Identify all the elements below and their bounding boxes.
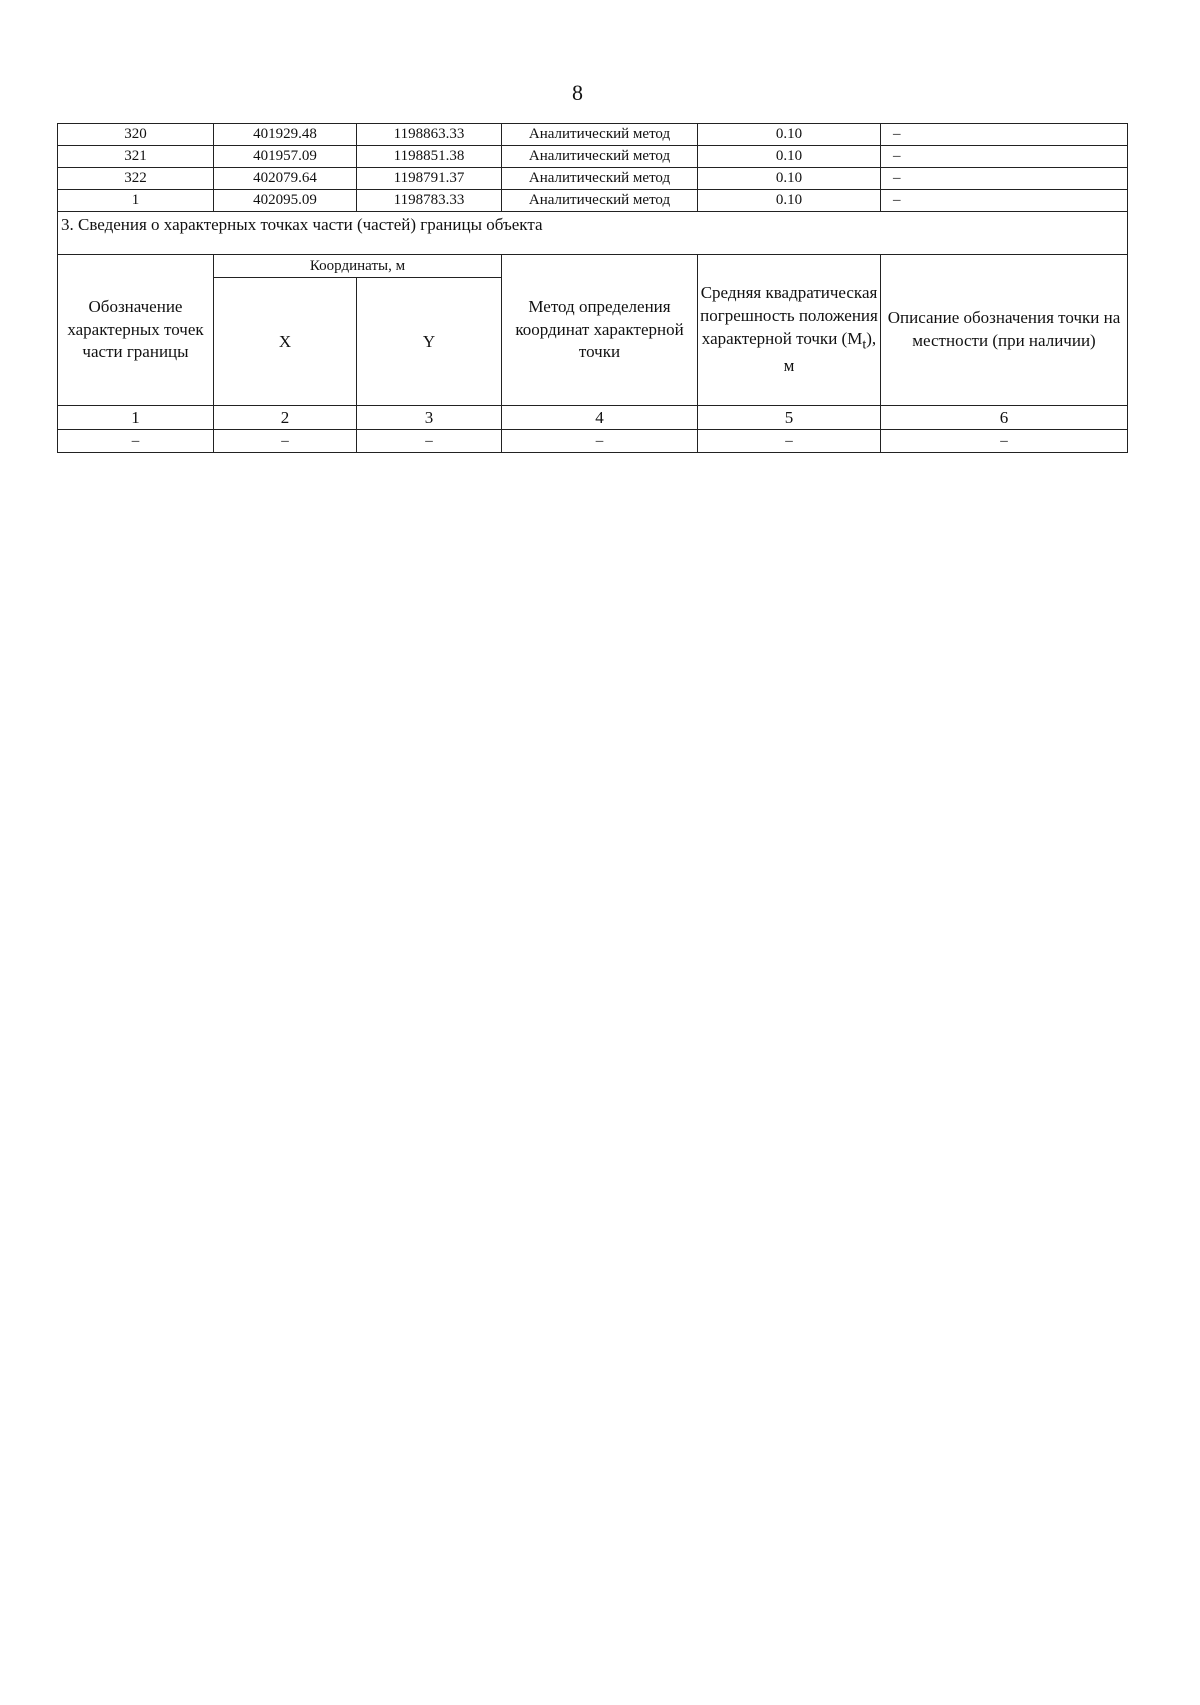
description-cell: – [881,168,1128,190]
column-number: 2 [214,406,357,430]
column-number: 3 [357,406,502,430]
coordinates-table [57,123,1128,453]
column-number: 4 [502,406,698,430]
table-row [58,124,1128,146]
error-cell: 0.10 [698,190,881,212]
column-number: 5 [698,406,881,430]
description-cell: – [881,124,1128,146]
error-cell: 0.10 [698,124,881,146]
empty-cell: – [698,430,881,453]
error-cell: 0.10 [698,168,881,190]
method-cell: Аналитический метод [502,168,698,190]
header-error [698,255,881,406]
header-error-subscript: t [862,336,867,353]
y-cell: 1198863.33 [357,124,502,146]
x-cell: 401929.48 [214,124,357,146]
header-error-unit: ), м [783,329,877,375]
method-cell: Аналитический метод [502,146,698,168]
table-row [58,146,1128,168]
column-number: 6 [881,406,1128,430]
empty-cell: – [502,430,698,453]
section-title-row [58,212,1128,255]
header-row [58,255,1128,278]
header-method: Метод определения координат характерной точки [502,255,698,406]
table-row [58,168,1128,190]
y-cell: 1198783.33 [357,190,502,212]
empty-cell: – [58,430,214,453]
table-row [58,430,1128,453]
header-error-text: Средняя квадратическая погрешность положения характерной точки (M [700,283,878,349]
description-cell: – [881,190,1128,212]
empty-cell: – [214,430,357,453]
y-cell: 1198791.37 [357,168,502,190]
header-x: X [214,278,357,406]
empty-cell: – [881,430,1128,453]
y-cell: 1198851.38 [357,146,502,168]
table-row [58,190,1128,212]
header-y: Y [357,278,502,406]
header-coordinates: Координаты, м [214,255,502,278]
point-cell: 1 [58,190,214,212]
point-cell: 320 [58,124,214,146]
method-cell: Аналитический метод [502,190,698,212]
header-description: Описание обозначения точки на местности (при наличии) [881,255,1128,406]
description-cell: – [881,146,1128,168]
x-cell: 402095.09 [214,190,357,212]
column-number-row [58,406,1128,430]
page-number: 8 [572,80,583,105]
header-point-designation: Обозначение характерных точек части границы [58,255,214,406]
error-cell: 0.10 [698,146,881,168]
point-cell: 322 [58,168,214,190]
x-cell: 401957.09 [214,146,357,168]
empty-cell: – [357,430,502,453]
column-number: 1 [58,406,214,430]
point-cell: 321 [58,146,214,168]
section-title: 3. Сведения о характерных точках части (частей) границы объекта [58,212,1128,255]
method-cell: Аналитический метод [502,124,698,146]
x-cell: 402079.64 [214,168,357,190]
